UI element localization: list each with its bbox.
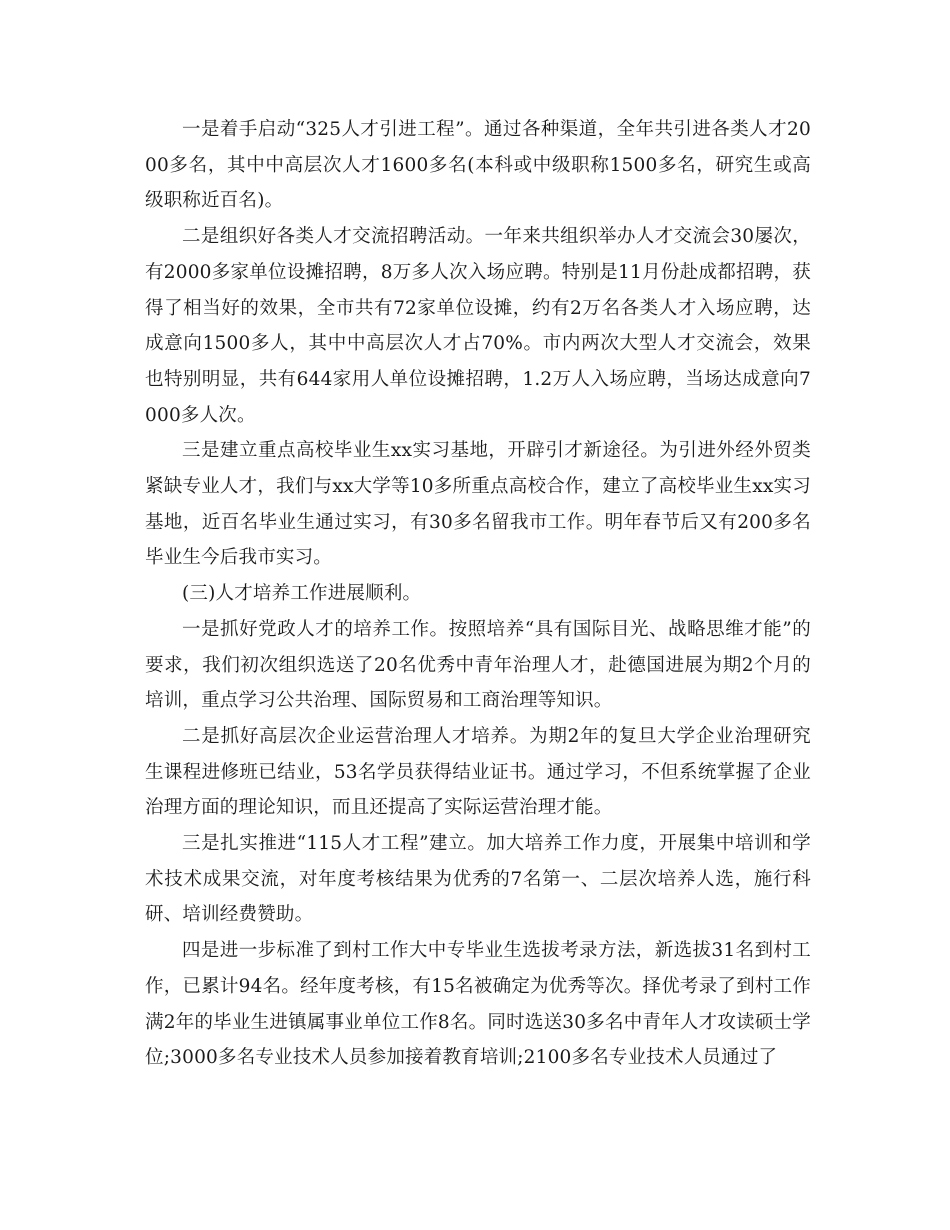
document-body	[145, 112, 811, 1076]
paragraph-enterprise-management-training: 二是抓好高层次企业运营治理人才培养。为期2年的复旦大学企业治理研究生课程进修班已结业，53名学员获得结业证书。通过学习，不但系统掌握了企业治理方面的理论知识，而且还提高了实际运营治理才能。	[145, 725, 811, 819]
paragraph-party-talent-training: 一是抓好党政人才的培养工作。按照培养“具有国际目光、战略思维才能”的要求，我们初次组织选送了20名优秀中青年治理人才，赴德国进展为期2个月的培训，重点学习公共治理、国际贸易和工商治理等知识。	[145, 618, 811, 712]
paragraph-talent-project-115: 三是扎实推进“115人才工程”建立。加大培养工作力度，开展集中培训和学术技术成果交流，对年度考核结果为优秀的7名第一、二层次培养人选，施行科研、培训经费赞助。	[145, 833, 811, 926]
paragraph-recruitment-events: 二是组织好各类人才交流招聘活动。一年来共组织举办人才交流会30屡次，有2000多家单位设摊招聘，8万多人次入场应聘。特别是11月份赴成都招聘，获得了相当好的效果，全市共有72家单位设摊，约有2万名各类人才入场应聘，达成意向1500多人，其中中高层次人才占70%。市内两次大型人才交流会，效果也特别明显，共有644家用人单位设摊招聘，1.2万人入场应聘，当场达成意向7000多人次。	[145, 226, 811, 426]
section-heading-talent-training: (三)人才培养工作进展顺利。	[182, 583, 422, 605]
paragraph-village-graduates: 四是进一步标准了到村工作大中专毕业生选拔考录方法，新选拔31名到村工作，已累计94名。经年度考核，有15名被确定为优秀等次。择优考录了到村工作满2年的毕业生进镇属事业单位工作8名。同时选送30多名中青年人才攻读硕士学位;3000多名专业技术人员参加接着教育培训;2100多名专业技术人员通过了	[145, 940, 811, 1069]
paragraph-internship-base: 三是建立重点高校毕业生xx实习基地，开辟引才新途径。为引进外经外贸类紧缺专业人才，我们与xx大学等10多所重点高校合作，建立了高校毕业生xx实习基地，近百名毕业生通过实习，有30多名留我市工作。明年春节后又有200多名毕业生今后我市实习。	[145, 440, 811, 569]
paragraph-talent-project-325: 一是着手启动“325人才引进工程”。通过各种渠道，全年共引进各类人才2000多名，其中中高层次人才1600多名(本科或中级职称1500多名，研究生或高级职称近百名)。	[145, 119, 811, 212]
